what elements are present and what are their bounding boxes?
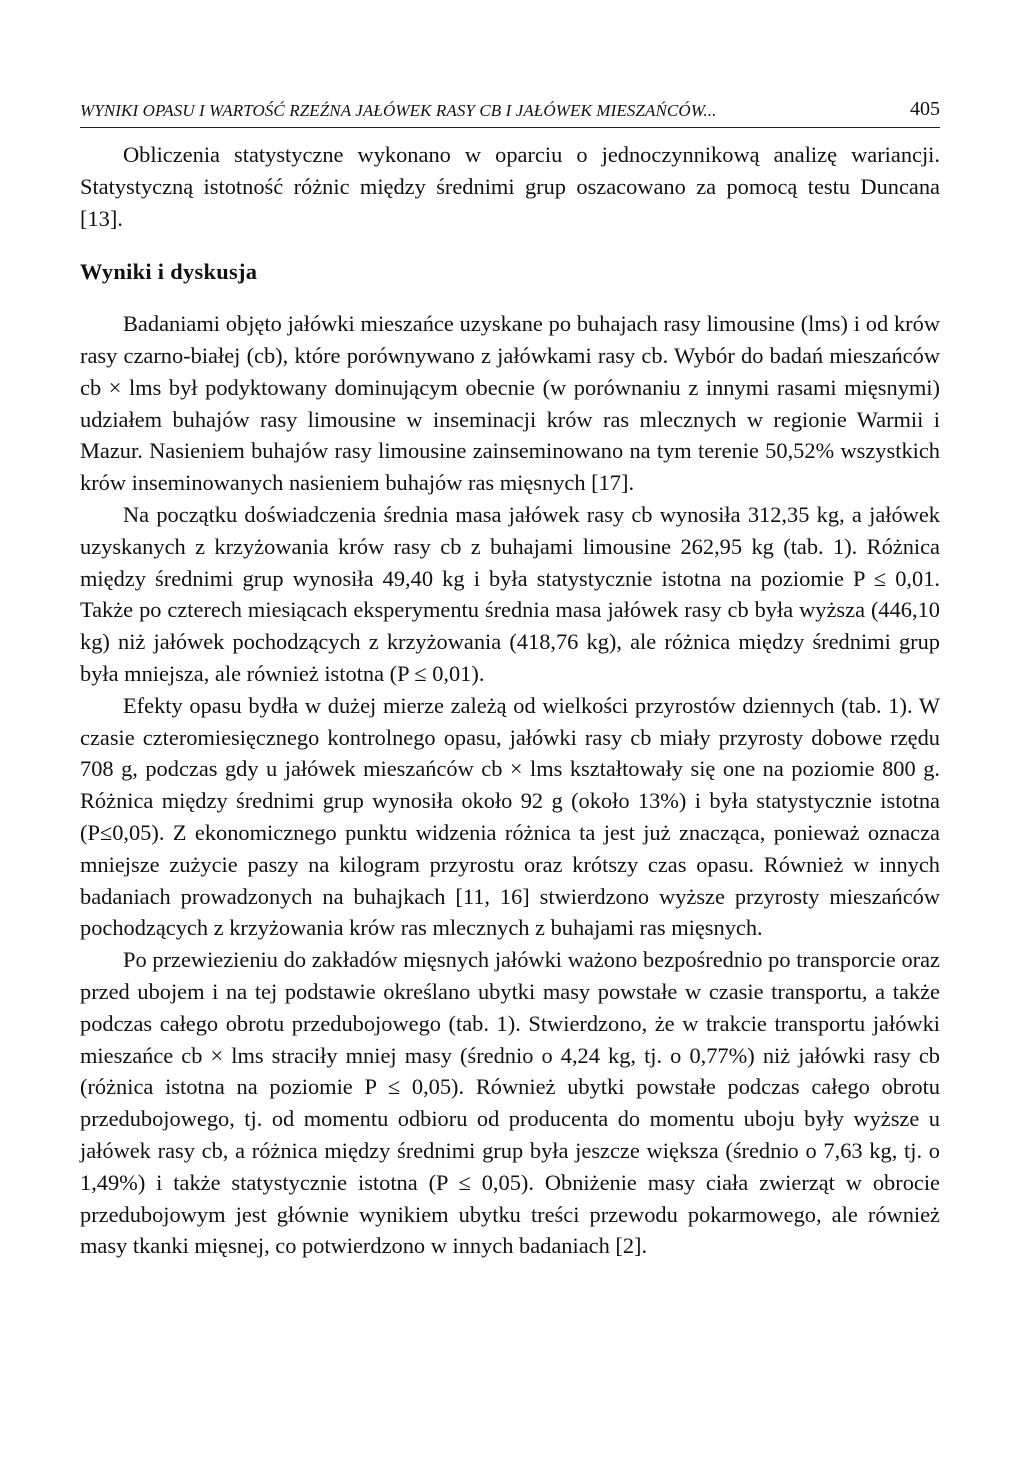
section-heading: Wyniki i dyskusja [80, 259, 258, 285]
page-number: 405 [910, 98, 940, 120]
paragraph-results-4: Po przewiezieniu do zakładów mięsnych jałówki ważono bezpośrednio po transporcie oraz przed ubojem i na tej podstawie określano ubytki masy powstałe w czasie transportu, a także podczas całego obrotu przedubojowego (tab. 1). Stwierdzono, że w trakcie transportu jałówki mieszańce cb × lms straciły mniej masy (średnio o 4,24 kg, tj. o 0,77%) niż jałówki rasy cb (różnica istotna na poziomie P ≤ 0,05). Również ubytki powstałe podczas całego obrotu przedubojowego, tj. od momentu odbioru od producenta do momentu uboju były wyższe u jałówek rasy cb, a różnica między średnimi grup była jeszcze większa (średnio o 7,63 kg, tj. o 1,49%) i także statystycznie istotna (P ≤ 0,05). Obniżenie masy ciała zwierząt w obrocie przedubojowym jest głównie wynikiem ubytku treści przewodu pokarmowego, ale również masy tkanki mięsnej, co potwierdzono w innych badaniach [2]. [80, 947, 940, 1259]
paragraph-methods: Obliczenia statystyczne wykonano w oparciu o jednoczynnikową analizę wariancji. Statystyczną istotność różnic między średnimi grup oszacowano za pomocą testu Duncana [13]. [80, 142, 940, 231]
paragraph-results-2: Na początku doświadczenia średnia masa jałówek rasy cb wynosiła 312,35 kg, a jałówek uzyskanych z krzyżowania krów rasy cb z buhajami limousine 262,95 kg (tab. 1). Różnica między średnimi grup wynosiła 49,40 kg i była statystycznie istotna na poziomie P ≤ 0,01. Także po czterech miesiącach eksperymentu średnia masa jałówek rasy cb była wyższa (446,10 kg) niż jałówek pochodzących z krzyżowania (418,76 kg), ale różnica między średnimi grup była mniejsza, ale również istotna (P ≤ 0,01). [80, 501, 940, 686]
running-title: WYNIKI OPASU I WARTOŚĆ RZEŹNA JAŁÓWEK RASY CB I JAŁÓWEK MIESZAŃCÓW... [80, 101, 717, 120]
paragraph-results-3: Efekty opasu bydła w dużej mierze zależą od wielkości przyrostów dziennych (tab. 1). W czasie czteromiesięcznego kontrolnego opasu, jałówki rasy cb miały przyrosty dobowe rzędu 708 g, podczas gdy u jałówek mieszańców cb × lms kształtowały się one na poziomie 800 g. Różnica między średnimi grup wynosiła około 92 g (około 13%) i była statystycznie istotna (P≤0,05). Z ekonomicznego punktu widzenia różnica ta jest już znacząca, ponieważ oznacza mniejsze zużycie paszy na kilogram przyrostu oraz krótszy czas opasu. Również w innych badaniach prowadzonych na buhajkach [11, 16] stwierdzono wyższe przyrosty mieszańców pochodzących z krzyżowania krów ras mlecznych z buhajami ras mięsnych. [80, 692, 940, 941]
body-text [80, 139, 940, 1262]
running-header [80, 97, 940, 128]
paragraph-results-1: Badaniami objęto jałówki mieszańce uzyskane po buhajach rasy limousine (lms) i od krów rasy czarno-białej (cb), które porównywano z jałówkami rasy cb. Wybór do badań mieszańców cb × lms był podyktowany dominującym obecnie (w porównaniu z innymi rasami mięsnymi) udziałem buhajów rasy limousine w inseminacji krów ras mlecznych w regionie Warmii i Mazur. Nasieniem buhajów rasy limousine zainseminowano na tym terenie 50,52% wszystkich krów inseminowanych nasieniem buhajów ras mięsnych [17]. [80, 311, 940, 496]
